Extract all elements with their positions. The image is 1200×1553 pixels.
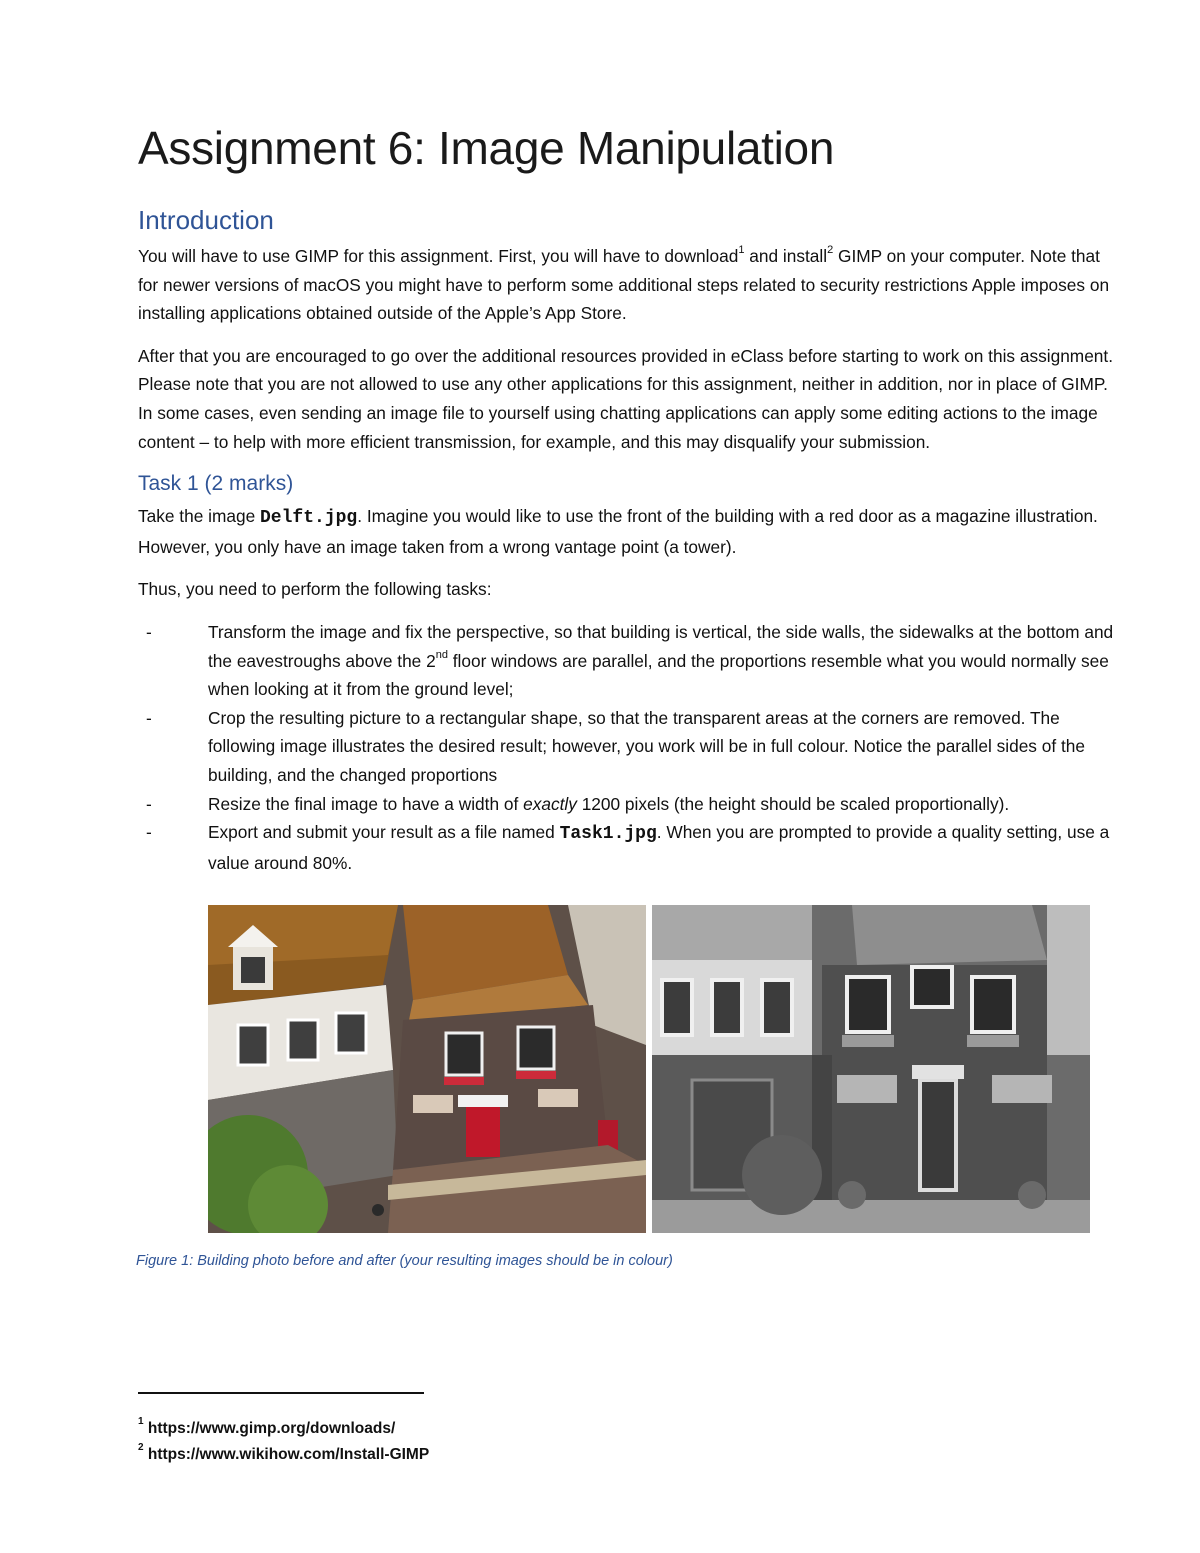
list-item [138, 818, 1123, 877]
intro-text-b: and install [744, 246, 828, 266]
task1-paragraph-1 [138, 502, 1123, 561]
footnotes [138, 1416, 429, 1468]
ordinal-superscript: nd [435, 648, 448, 661]
list-item-text: floor windows are parallel, and the proportions resemble what you would normally see when looking at it from the ground level; [208, 650, 1109, 700]
emphasis-exactly: exactly [523, 793, 577, 814]
footnote-link[interactable]: https://www.gimp.org/downloads/ [143, 1420, 396, 1437]
bullet-dash: - [146, 621, 152, 642]
footnote-separator [138, 1392, 424, 1394]
footnote-2 [138, 1442, 429, 1468]
intro-paragraph-1 [138, 242, 1123, 328]
footnote-link[interactable]: https://www.wikihow.com/Install-GIMP [143, 1446, 430, 1463]
building-after-image [652, 905, 1090, 1233]
intro-text-c: GIMP on your computer. Note that for newer versions of macOS you might have to perform some additional steps related to security restrictions Apple imposes on installing applications obtained outside of the Apple’s App Store. [138, 246, 1110, 324]
task1-text-b: . Imagine you would like to use the front of the building with a red door as a magazine illustration. However, you only have an image taken from a wrong vantage point (a tower). [138, 506, 1098, 557]
page-content [138, 118, 1123, 1269]
building-before-image [208, 905, 646, 1233]
task1-paragraph-2: Thus, you need to perform the following tasks: [138, 579, 492, 600]
intro-heading: Introduction [138, 205, 274, 235]
bullet-dash: - [146, 822, 152, 843]
list-item [138, 790, 1123, 819]
list-item-text: . When you are prompted to provide a quality setting, use a value around 80%. [208, 822, 1110, 873]
list-item-text: Export and submit your result as a file named [208, 822, 560, 843]
footnote-ref-2[interactable]: 2 [827, 244, 834, 257]
photo-before [208, 905, 646, 1233]
list-item-text: Transform the image and fix the perspective, so that building is vertical, the side walls, the sidewalks at the bottom and the eavestroughs above the 2 [208, 621, 1114, 671]
footnote-number: 2 [138, 1441, 144, 1453]
filename-task1: Task1.jpg [559, 824, 657, 845]
figure-1 [208, 905, 1123, 1233]
figure-caption: Figure 1: Building photo before and after (your resulting images should be in colour) [136, 1253, 673, 1270]
list-item [138, 618, 1123, 704]
intro-text-a: You will have to use GIMP for this assignment. First, you will have to download [138, 246, 739, 266]
list-item-text: 1200 pixels (the height should be scaled proportionally). [576, 793, 1010, 814]
list-item-text: Resize the final image to have a width of [208, 793, 524, 814]
list-item-text: Crop the resulting picture to a rectangular shape, so that the transparent areas at the corners are removed. The following image illustrates the desired result; however, you work will be in full colour. Notice the parallel sides of the building, and the changed proportions [208, 707, 1085, 785]
page-title: Assignment 6: Image Manipulation [138, 122, 835, 174]
filename-delft: Delft.jpg [260, 508, 358, 529]
bullet-dash: - [146, 707, 152, 728]
footnote-number: 1 [138, 1415, 144, 1427]
footnote-1 [138, 1416, 429, 1442]
photo-after [652, 905, 1090, 1233]
bullet-dash: - [146, 793, 152, 814]
list-item [138, 704, 1123, 790]
task-list [138, 618, 1123, 877]
intro-paragraph-2: After that you are encouraged to go over the additional resources provided in eClass before starting to work on this assignment. Please note that you are not allowed to use any other applications for this assignment, neither in addition, nor in place of GIMP. In some cases, even sending an image file to yourself using chatting applications can apply some editing actions to the image content – to help with more efficient transmission, for example, and this may disqualify your submission. [138, 345, 1114, 452]
task1-text-a: Take the image [138, 506, 260, 527]
task1-heading: Task 1 (2 marks) [138, 472, 294, 496]
footnote-ref-1[interactable]: 1 [738, 244, 745, 257]
